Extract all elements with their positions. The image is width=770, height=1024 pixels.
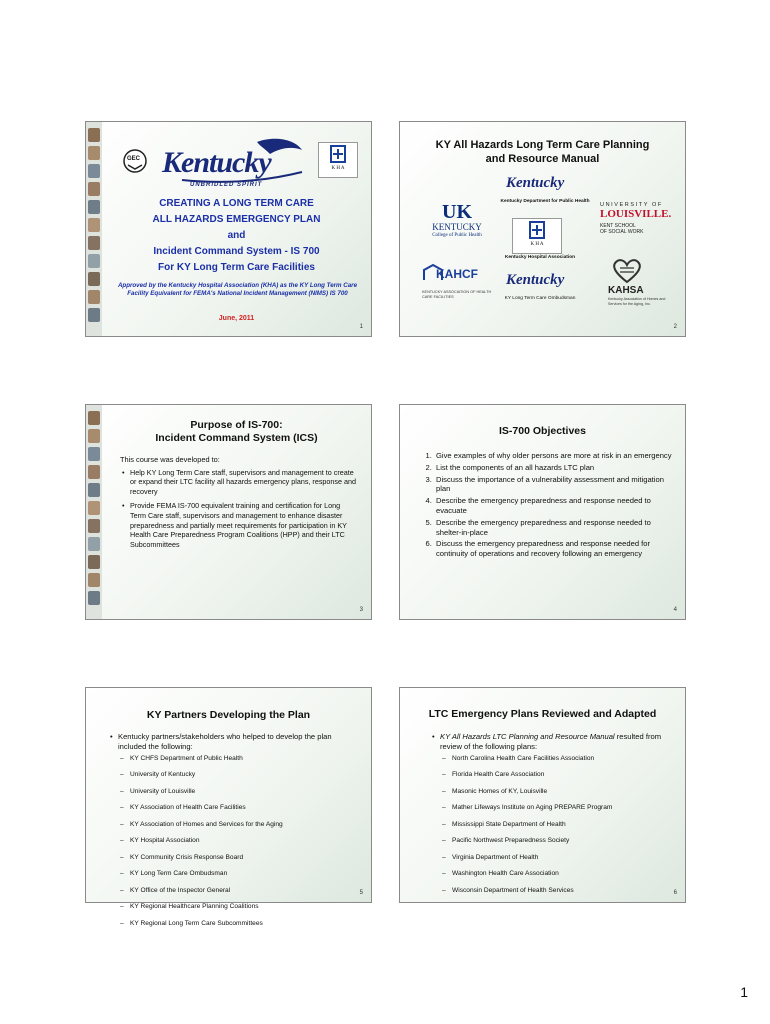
slide-4-body xyxy=(416,451,672,561)
list-item: – Mather Lifeways Institute on Aging PREPARE Program xyxy=(452,802,670,814)
slide-5 xyxy=(85,687,372,927)
kha-label: K H A xyxy=(530,242,544,247)
list-item: – Mississippi State Department of Health xyxy=(452,819,670,831)
slide-6-body xyxy=(430,732,670,901)
kahsa-mark: KAHSA xyxy=(608,285,644,296)
list-item: – Virginia Department of Health xyxy=(452,852,670,864)
kentucky-logo-text: Kentucky xyxy=(506,272,565,288)
list-item: – KY CHFS Department of Public Health xyxy=(130,753,356,765)
ombudsman-logo xyxy=(500,272,580,304)
slide-2 xyxy=(399,121,686,337)
list-item: – Masonic Homes of KY, Louisville xyxy=(452,786,670,798)
slide-3 xyxy=(85,404,372,620)
uofl-sub: OF SOCIAL WORK xyxy=(600,229,644,235)
list-item: – KY Office of the Inspector General xyxy=(130,885,356,897)
slide-6-title: LTC Emergency Plans Reviewed and Adapted xyxy=(428,708,657,720)
photo-strip xyxy=(86,122,102,336)
list-item: 6. Discuss the emergency preparedness and response needed for continuity of operations and recovery following an emergency xyxy=(434,539,672,559)
kentucky-logo-text: Kentucky xyxy=(162,146,271,179)
title-line: and xyxy=(227,230,246,241)
slide-5-title: KY Partners Developing the Plan xyxy=(146,709,311,721)
slide-number: 6 xyxy=(673,890,677,896)
kentucky-logo-tagline: UNBRIDLED SPIRIT xyxy=(190,182,263,188)
ombudsman-caption: KY Long Term Care Ombudsman xyxy=(504,296,576,301)
list-item: – Pacific Northwest Preparedness Society xyxy=(452,835,670,847)
slide-number: 2 xyxy=(673,324,677,330)
intro-text: This course was developed to: xyxy=(120,455,220,464)
uofl-logo xyxy=(600,202,676,246)
list-item: – Wisconsin Department of Health Services xyxy=(452,885,670,897)
intro-italic: KY All Hazards LTC Planning and Resource Manual xyxy=(440,732,615,741)
uk-mark: UK xyxy=(442,201,472,223)
list-item: – University of Louisville xyxy=(130,786,356,798)
slide-2-title xyxy=(400,138,685,166)
slide-3-title xyxy=(102,419,371,445)
kahsa-caption: Kentucky Association of Homes and Services for the Aging, Inc. xyxy=(608,297,666,306)
approval-note: Approved by the Kentucky Hospital Association (KHA) as the KY Long Term Care Facility Equivalent for FEMA's National Incident Management (NIMS) IS 700 xyxy=(117,282,358,297)
list-item: – KY Hospital Association xyxy=(130,835,356,847)
kentucky-logo xyxy=(152,136,312,194)
slide-number: 4 xyxy=(673,607,677,613)
list-item: – KY Community Crisis Response Board xyxy=(130,852,356,864)
list-item: 5. Describe the emergency preparedness and response needed to shelter-in-place xyxy=(434,518,672,538)
list-item: – KY Association of Health Care Facilities xyxy=(130,802,356,814)
title-line: CREATING A LONG TERM CARE xyxy=(159,198,314,209)
list-item: 3. Discuss the importance of a vulnerability assessment and mitigation plan xyxy=(434,475,672,495)
title-line: For KY Long Term Care Facilities xyxy=(158,262,315,273)
slide-6 xyxy=(399,687,686,903)
uk-name: KENTUCKY xyxy=(432,222,482,232)
intro-text: Kentucky partners/stakeholders who helped to develop the plan included the following: xyxy=(118,732,332,751)
slide-1-date: June, 2011 xyxy=(218,315,255,322)
list-item: – North Carolina Health Care Facilities Association xyxy=(452,753,670,765)
list-item: 1. Give examples of why older persons are more at risk in an emergency xyxy=(434,451,672,461)
title-line: Incident Command System (ICS) xyxy=(155,432,318,444)
list-item: – Florida Health Care Association xyxy=(452,769,670,781)
title-line: Purpose of IS-700: xyxy=(190,419,283,431)
kahsa-logo xyxy=(606,258,672,310)
intro-text: resulted from review of the following plans: xyxy=(440,732,662,751)
slide-5-body xyxy=(108,732,356,934)
kha-logo xyxy=(318,142,358,178)
uofl-main: LOUISVILLE. xyxy=(600,208,672,220)
slide-number: 1 xyxy=(359,324,363,330)
slide-3-body xyxy=(120,455,356,554)
dph-caption: Kentucky Department for Public Health xyxy=(500,199,590,204)
kahcf-mark: KAHCF xyxy=(436,267,478,281)
slide-1 xyxy=(85,121,372,337)
kahcf-caption: KENTUCKY ASSOCIATION OF HEALTH CARE FACILITIES xyxy=(422,290,492,299)
title-line: Incident Command System - IS 700 xyxy=(153,246,320,257)
slide-4-title: IS-700 Objectives xyxy=(499,425,586,437)
kha-logo xyxy=(512,218,562,254)
slide-number: 3 xyxy=(359,607,363,613)
list-item: 4. Describe the emergency preparedness and response needed to evacuate xyxy=(434,496,672,516)
kha-label: K H A xyxy=(331,166,345,171)
list-item xyxy=(440,732,670,896)
gec-logo xyxy=(122,148,148,174)
list-item: • Provide FEMA IS-700 equivalent training and certification for Long Term Care staff, supervisors and management to enhance disaster preparedness and partially meet requirements for participation in KY Health Care Preparedness Program Coalitions (HPP) and their LTC Subcommittees xyxy=(130,501,356,549)
kahcf-logo xyxy=(422,264,492,304)
photo-strip xyxy=(86,405,102,619)
list-item: – KY Association of Homes and Services for the Aging xyxy=(130,819,356,831)
uofl-top: UNIVERSITY OF xyxy=(600,202,663,208)
list-item: – KY Regional Long Term Care Subcommittees xyxy=(130,918,356,930)
gec-label: GEC xyxy=(127,156,141,162)
kentucky-logo-text: Kentucky xyxy=(506,175,565,191)
title-line: KY All Hazards Long Term Care Planning xyxy=(435,139,650,151)
page-number: 1 xyxy=(740,984,748,1000)
uk-logo xyxy=(426,202,488,248)
slide-1-title xyxy=(102,196,371,276)
list-item: – KY Long Term Care Ombudsman xyxy=(130,868,356,880)
list-item: – KY Regional Healthcare Planning Coalitions xyxy=(130,901,356,913)
title-line: and Resource Manual xyxy=(485,153,600,165)
list-item: – University of Kentucky xyxy=(130,769,356,781)
list-item: – Washington Health Care Association xyxy=(452,868,670,880)
list-item: • Help KY Long Term Care staff, supervisors and management to create or expand their LTC facility all hazards emergency plans, response and recovery xyxy=(130,468,356,497)
list-item: 2. List the components of an all hazards LTC plan xyxy=(434,463,672,473)
kentucky-logo xyxy=(506,174,576,198)
uofl-sub: KENT SCHOOL xyxy=(600,223,636,229)
kha-caption: Kentucky Hospital Association xyxy=(504,255,576,260)
slide-number: 5 xyxy=(359,890,363,896)
slide-4 xyxy=(399,404,686,620)
title-line: ALL HAZARDS EMERGENCY PLAN xyxy=(152,214,321,225)
list-item xyxy=(118,732,356,929)
uk-caption: College of Public Health xyxy=(432,233,482,238)
